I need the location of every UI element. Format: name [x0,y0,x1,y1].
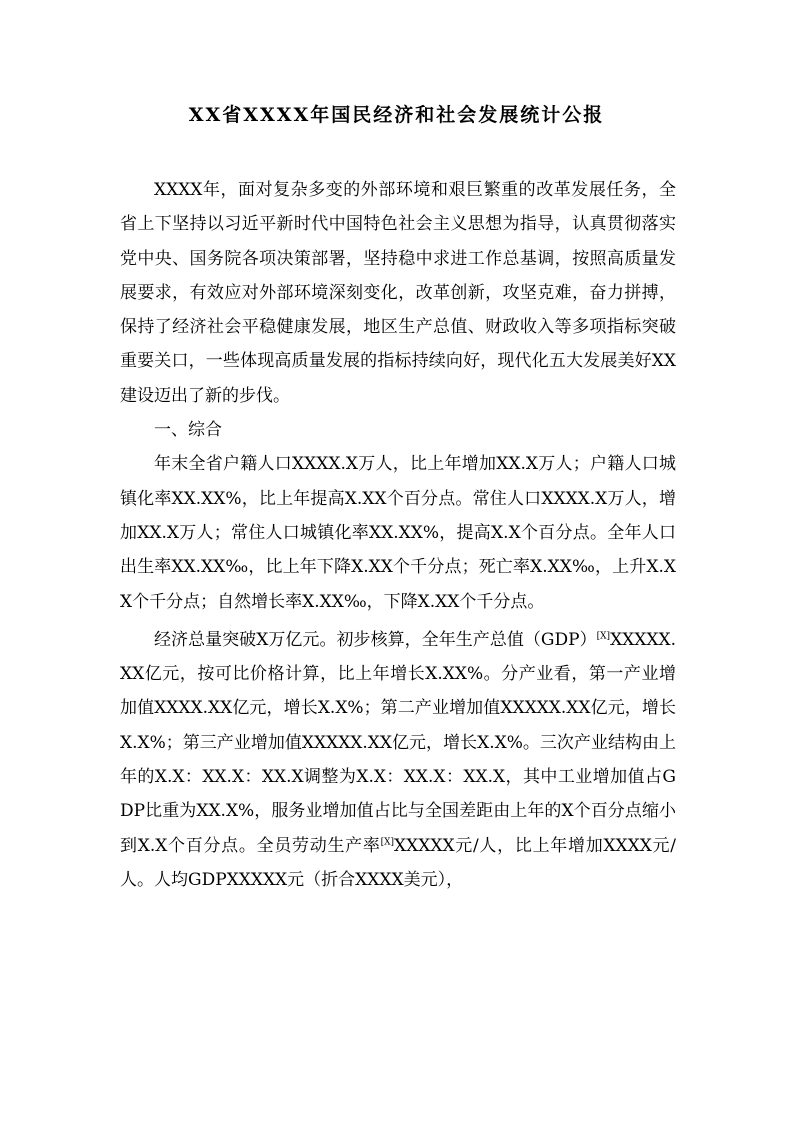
economy-text-1: 经济总量突破X万亿元。初步核算，全年生产总值（GDP） [154,629,597,650]
section-heading: 一、综合 [154,420,222,441]
footnote-mark: [X] [380,836,395,847]
intro-paragraph: XXXX年，面对复杂多变的外部环境和艰巨繁重的改革发展任务，全省上下坚持以习近平新时代中国特色社会主义思想为指导，认真贯彻落实党中央、国务院各项决策部署，坚持稳中求进工作总基调，按照高质量发展要求，有效应对外部环境深刻变化，改革创新，攻坚克难，奋力拼搏，保持了经济社会平稳健康发展，地区生产总值、财政收入等多项指标突破重要关口，一些体现高质量发展的指标持续向好，现代化五大发展美好XX建设迈出了新的步伐。 [120,180,676,406]
economy-text-3: XXXXX元/人，比上年增加XXXX元/人。人均GDPXXXXX元（折合XXXX美元）， [120,835,676,890]
footnote-mark: [X] [596,631,611,642]
document-body [120,173,676,897]
economy-paragraph [120,623,676,897]
economy-text-2: XXXXX.XX亿元，按可比价格计算，比上年增长X.XX%。分产业看，第一产业增加值XXXX.XX亿元，增长X.X%；第二产业增加值XXXXX.XX亿元，增长X.X%；第三产业增加值XXXXX.XX亿元，增长X.X%。三次产业结构由上年的X.X：XX.X：XX.X调整为X.X：XX.X：XX.X，其中工业增加值占GDP比重为XX.X%，服务业增加值占比与全国差距由上年的X个百分点缩小到X.X个百分点。全员劳动生产率 [120,629,676,856]
page-title: XX省XXXX年国民经济和社会发展统计公报 [188,104,605,126]
population-paragraph: 年末全省户籍人口XXXX.X万人，比上年增加XX.X万人；户籍人口城镇化率XX.XX%，比上年提高X.XX个百分点。常住人口XXXX.X万人，增加XX.X万人；常住人口城镇化率XX.XX%，提高X.X个百分点。全年人口出生率XX.XX‰，比上年下降X.XX个千分点；死亡率X.XX‰，上升X.XX个千分点；自然增长率X.XX‰，下降X.XX个千分点。 [120,454,676,612]
